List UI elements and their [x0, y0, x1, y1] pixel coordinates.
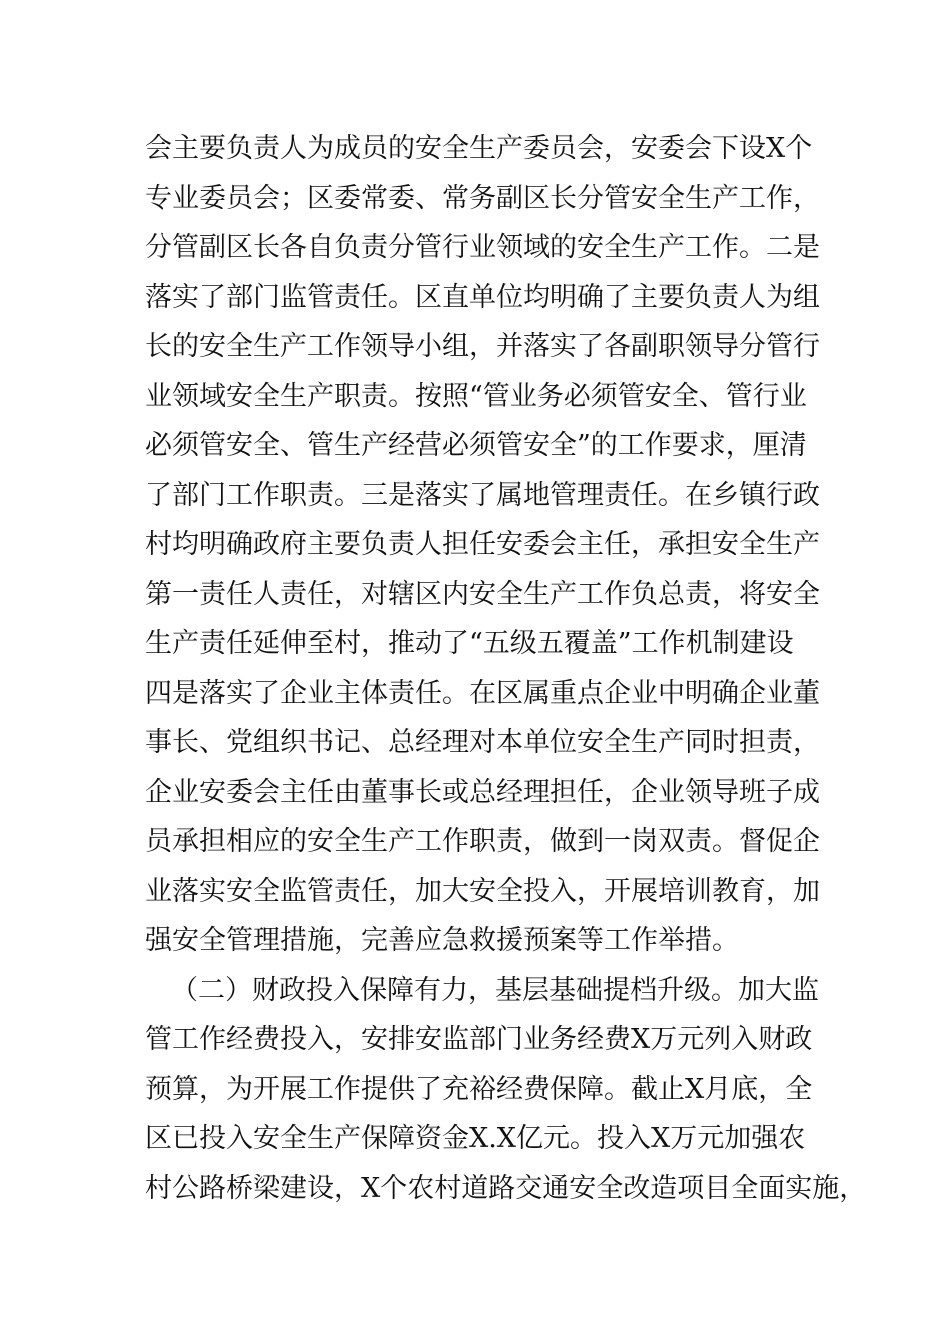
- text-line: 生产责任延伸至村，推动了“五级五覆盖”工作机制建设: [145, 628, 794, 659]
- text-line: 企业安委会主任由董事长或总经理担任，企业领导班子成: [145, 776, 820, 808]
- text-line: 会主要负责人为成员的安全生产委员会，安委会下设X个: [145, 133, 813, 164]
- text-line: 员承担相应的安全生产工作职责，做到一岗双责。督促企: [145, 826, 820, 857]
- text-line: 事长、党组织书记、总经理对本单位安全生产同时担责，: [145, 727, 820, 758]
- text-line: 专业委员会；区委常委、常务副区长分管安全生产工作，: [145, 182, 820, 214]
- text-line: 落实了部门监管责任。区直单位均明确了主要负责人为组: [145, 281, 820, 313]
- text-line: 区已投入安全生产保障资金X.X亿元。投入X万元加强农: [145, 1123, 806, 1154]
- text-line: 第一责任人责任，对辖区内安全生产工作负总责，将安全: [145, 578, 820, 610]
- text-line: 分管副区长各自负责分管行业领域的安全生产工作。二是: [145, 232, 820, 263]
- text-line: 村公路桥梁建设，X个农村道路交通安全改造项目全面实施，: [145, 1172, 867, 1204]
- text-line: 业领域安全生产职责。按照“管业务必须管安全、管行业: [145, 380, 807, 412]
- text-line: 管工作经费投入，安排安监部门业务经费X万元列入财政: [145, 1024, 813, 1055]
- text-line: 必须管安全、管生产经营必须管安全”的工作要求，厘清: [145, 430, 807, 461]
- body-text: [145, 124, 867, 1213]
- text-line: 了部门工作职责。三是落实了属地管理责任。在乡镇行政: [145, 479, 820, 511]
- section-heading-line: （二）财政投入保障有力，基层基础提档升级。加大监: [171, 974, 819, 1006]
- text-line: 业落实安全监管责任，加大安全投入，开展培训教育，加: [145, 875, 820, 907]
- text-line: 长的安全生产工作领导小组，并落实了各副职领导分管行: [145, 331, 820, 362]
- text-line: 预算，为开展工作提供了充裕经费保障。截止X月底，全: [145, 1073, 813, 1105]
- text-line: 强安全管理措施，完善应急救援预案等工作举措。: [145, 925, 739, 956]
- text-line: 村均明确政府主要负责人担任安委会主任，承担安全生产: [145, 529, 820, 560]
- text-line: 四是落实了企业主体责任。在区属重点企业中明确企业董: [145, 677, 820, 709]
